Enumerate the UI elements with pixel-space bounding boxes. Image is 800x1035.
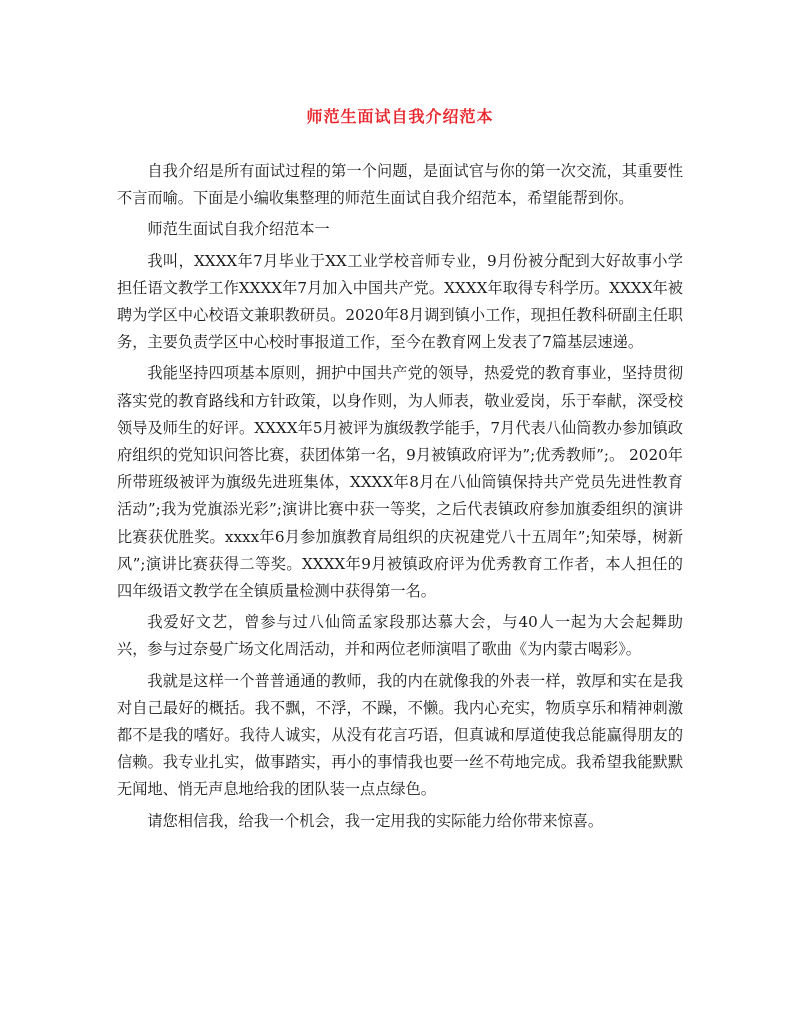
intro-paragraph: 自我介绍是所有面试过程的第一个问题，是面试官与你的第一次交流，其重要性不言而喻。下面是小编收集整理的师范生面试自我介绍范本，希望能帮到你。 xyxy=(117,162,683,208)
body-paragraph-hobbies: 我爱好文艺，曾参与过八仙筒孟家段那达慕大会，与40人一起为大会起舞助兴，参与过奈曼广场文化周活动，并和两位老师演唱了歌曲《为内蒙古喝彩》。 xyxy=(117,613,683,659)
page-title: 师范生面试自我介绍范本 xyxy=(306,107,494,126)
closing-paragraph: 请您相信我，给我一个机会，我一定用我的实际能力给你带来惊喜。 xyxy=(147,811,604,830)
section-heading: 师范生面试自我介绍范本一 xyxy=(147,220,330,239)
body-paragraph-achievements: 我能坚持四项基本原则，拥护中国共产党的领导，热爱党的教育事业，坚持贯彻落实党的教育路线和方针政策，以身作则，为人师表，敬业爱岗，乐于奉献，深受校领导及师生的好评。XXXX年5月被评为旗级教学能手，7月代表八仙筒教办参加镇政府组织的党知识问答比赛，获团体第一名，9月被镇政府评为”;优秀教师”;。 2020年所带班级被评为旗级先进班集体，XXXX年8月在八仙筒镇保持共产党员先进性教育活动”;我为党旗添光彩”;演讲比赛中获一等奖，之后代表镇政府参加旗委组织的演讲比赛获优胜奖。xxxx年6月参加旗教育局组织的庆祝建党八十五周年”;知荣辱，树新风”;演讲比赛获得二等奖。XXXX年9月被镇政府评为优秀教育工作者，本人担任的四年级语文教学在全镇质量检测中获得第一名。 xyxy=(117,364,683,601)
document-body xyxy=(117,158,683,839)
body-paragraph-career: 我叫，XXXX年7月毕业于XX工业学校音师专业，9月份被分配到大好故事小学担任语文教学工作XXXX年7月加入中国共产党。XXXX年取得专科学历。XXXX年被聘为学区中心校语文兼职教研员。2020年8月调到镇小工作，现担任教科研副主任职务，主要负责学区中心校时事报道工作，至今在教育网上发表了7篇基层速递。 xyxy=(117,251,683,352)
body-paragraph-character: 我就是这样一个普普通通的教师，我的内在就像我的外表一样，敦厚和实在是我对自己最好的概括。我不飘，不浮，不躁，不懒。我内心充实，物质享乐和精神刺激都不是我的嗜好。我待人诚实，从没有花言巧语，但真诚和厚道使我总能赢得朋友的信赖。我专业扎实，做事踏实，再小的事情我也要一丝不苟地完成。我希望我能默默无闻地、悄无声息地给我的团队装一点点绿色。 xyxy=(117,671,683,799)
